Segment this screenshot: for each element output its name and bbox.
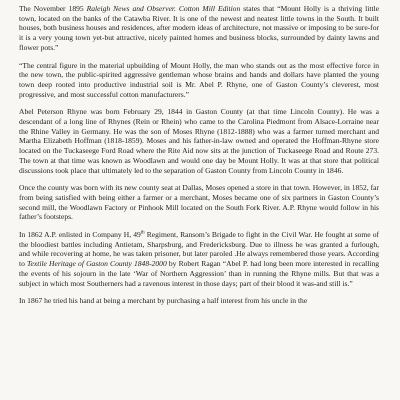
paragraph-3	[19, 107, 379, 175]
ordinal-superscript: th	[140, 230, 145, 236]
text-run: In 1862 A.P. enlisted in Company H, 49	[19, 230, 141, 240]
paragraph-1	[19, 4, 379, 53]
text-run: Once the county was born with its new county seat at Dallas, Moses opened a store in that town. However, in 1852, far from being satisfied with being either a farmer or a merchant, Moses became one of six partners in Gaston County’s second mill, the Woodlawn Factory or Pinhook Mill located on the South Fork River. A.P. Rhyne would follow in his father’s footsteps.	[19, 183, 379, 222]
text-run: by Robert Ragan “Abel P. had long been more interested in recalling the events of his sojourn in the late ‘War of Northern Aggression’ than in running the Rhyne mills. But that was a subject in which most Southerners had a ravenous interest in those days; part of their blood it was-and still is.”	[19, 259, 379, 288]
paragraph-5	[19, 230, 379, 288]
newspaper-title: Raleigh News and Observer. Cotton Mill Edition	[86, 4, 241, 13]
book-title: Textile Heritage of Gaston County 1848-2000	[27, 259, 167, 269]
paragraph-2	[19, 61, 379, 100]
paragraph-4	[19, 183, 379, 222]
text-run: “The central figure in the material upbuilding of Mount Holly, the man who stands out as the most effective force in the new town, the public-spirited aggressive gentleman whose brains and hands and dollars have planted the young town deep rooted into productive industrial soil is Mr. Abel P. Rhyne, one of Gaston County’s cleverest, most progressive, and most successful cotton manufacturers.”	[19, 60, 379, 99]
text-run: states that “Mount Holly is a thriving little town, located on the banks of the Catawba River. It is one of the newest and neatest little towns in the South. It built houses, both business houses and residences, after modern ideas of architecture, not massive or imposing to be sure-for it is a very young town yet-but attractive, nicely painted homes and business blocks, surrounded by dainty lawns and flower pots.”	[19, 4, 379, 52]
text-run: In 1867 he tried his hand at being a merchant by purchasing a half interest from his uncle in the	[19, 296, 308, 306]
text-run: Abel Peterson Rhyne was born February 29, 1844 in Gaston County (at that time Lincoln County). He was a descendant of a long line of Rhynes (Rein or Rhein) who came to the Carolina Piedmont from Alsace-Lorraine near the Rhine Valley in Germany. He was the son of Moses Rhyne (1812-1888) who was a farmer turned merchant and Martha Elizabeth Hoffman (1818-1859). Moses and his father-in-law owned and operated the Hoffman-Rhyne store located on the Tuckaseege Ford Road where the Rite Aid now sits at the junction of Tuckaseege Road and Route 273. The town at that time was known as Woodlawn and would one day be Mount Holly. It was at that store that political discussions took place that ultimately led to the separation of Gaston County from Lincoln County in 1846.	[19, 107, 379, 175]
text-run: Regiment, Ransom’s Brigade to fight in the Civil War. He fought at some of the bloodiest battles including Antietam, Sharpsburg, and Fredericksburg. Due to illness he was granted a furlough, and while recovering at home, he was taken prisoner, but later paroled .He always remembered those years. According to	[19, 230, 379, 269]
paragraph-6	[19, 296, 379, 306]
text-run: The November 1895	[19, 4, 87, 13]
